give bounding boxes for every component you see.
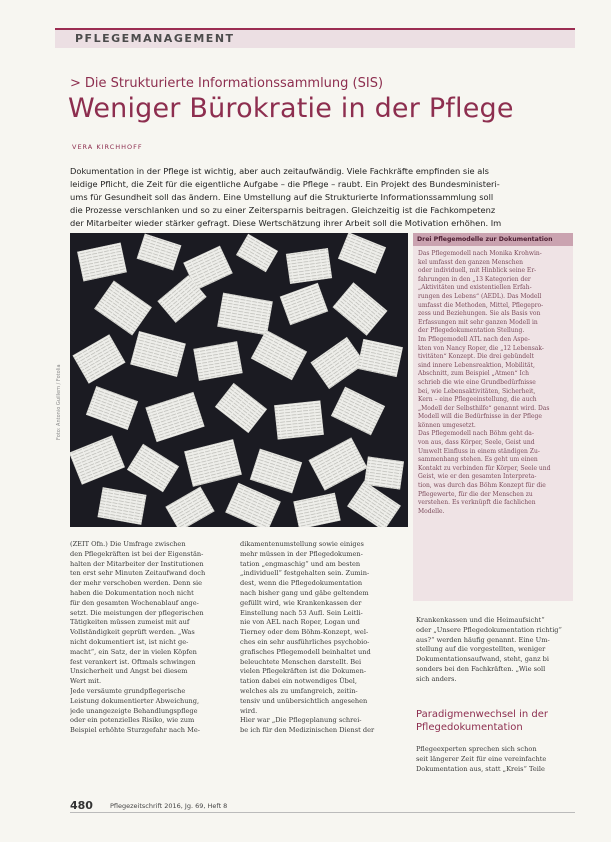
photo-illustration [70,233,408,527]
body-line: den Pflegekräften ist bei der Eigenstän- [70,549,204,558]
info-box-line: rungen des Lebens“ (AEDL). Das Modell [418,292,542,300]
info-box-line: „Modell der Selbsthilfe“ genannt wird. Das [418,404,550,412]
body-line: Einstellung nach 53 Aufl. Sein Leitli- [240,608,363,617]
body-line: be ich für den Medizinischen Dienst der [240,726,375,735]
info-box-line: Modell will die Bedürfnisse in der Pflege [418,413,542,421]
body-line: aus?“ werden häufig genannt. Eine Um- [416,635,550,644]
body-line: dikamentenumstellung sowie einiges [240,540,364,548]
body-line: nie von AEL nach Roper, Logan und [240,618,360,627]
photo-credit: Foto: Antonio Guillem / Fotolia [56,364,62,440]
info-box-line: fahrungen in den „13 Kategorien der [418,275,531,283]
lead-paragraph [70,165,570,243]
info-box-line: verstehen. Es verknüpft die fachlichen [418,499,536,507]
body-line: Dokumentation aus, statt „Kreis“ Teile [416,764,545,773]
body-line: „individuell“ festgehalten sein. Zumin- [240,569,370,578]
body-line: Krankenkassen und die Heimaufsicht“ [416,616,545,624]
section-label: PFLEGEMANAGEMENT [75,32,235,45]
body-line: setzt. Die meistungen der pflegerischen [70,608,204,617]
lead-line: leidige Pflicht, die Zeit für die eigentliche Aufgabe – die Pflege – raubt. Ein Projekt des Bundesministeri- [70,179,500,189]
body-line: sonders bei den Fachkräften. „Wie soll [416,664,546,673]
body-line: beleuchtete Menschen darstellt. Bei [240,657,362,666]
body-line: (ZEIT Ofn.) Die Umfrage zwischen [70,540,186,548]
body-line: vielen Pflegekräften ist die Dokumen- [240,667,367,676]
body-line: jede unangezeigte Behandlungspflege [70,706,198,715]
body-line: nach bisher gang und gäbe geltendem [240,588,369,597]
body-column-1 [70,540,230,736]
info-box [413,233,573,601]
body-line: ches ein sehr ausführliches psychobio- [240,637,370,646]
info-box-line: Umwelt Einfluss in einem ständigen Zu- [418,447,540,455]
body-line: oder ein potenzielles Risiko, wie zum [70,716,195,725]
body-line: sich anders. [416,674,457,683]
info-box-line: tivitäten“ Konzept. Die drei gebündelt [418,353,534,361]
info-box-line: Abschnitt, zum Beispiel „Atmen“ Ich [418,370,530,378]
body-line: tensiv und unübersichtlich angesehen [240,696,368,705]
body-line: stellung auf die vorgestellten, weniger [416,645,546,654]
body-line: dest, wenn die Pflegedokumentation [240,579,363,588]
info-box-line: Im Pflegemodell ATL nach den Aspe- [418,335,530,343]
body-line: Tätigkeiten müssen zumeist mit auf [70,618,190,627]
body-line: Beispiel erhöhte Sturzgefahr nach Me- [70,726,200,735]
info-box-line: kel umfasst den ganzen Menschen [418,258,524,266]
info-box-line: kten von Nancy Roper, die „12 Lebensak- [418,344,544,352]
info-box-line: oder individuell, mit Hinblick seine Er- [418,267,537,275]
body-column-4 [416,745,574,774]
info-box-line: tion, was durch das Böhm Konzept für die [418,482,546,490]
info-box-line: Kontakt zu verbinden für Körper, Seele und [418,464,551,472]
body-line: Pflegeexperten sprechen sich schon [416,745,537,753]
info-box-line: Kern – eine Pflegeeinstellung, die auch [418,396,537,404]
footer-rule [70,812,575,813]
body-column-2 [240,540,407,736]
article-kicker [70,76,383,91]
info-box-line: der Pflegedokumentation Stellung. [418,327,525,335]
body-line: Leistung dokumentierter Abweichung, [70,696,200,705]
article-title: Weniger Bürokratie in der Pflege [68,93,514,124]
info-box-line: Das Pflegemodell nach Monika Krohwin- [418,250,542,257]
author-name: VERA KIRCHHOFF [72,143,143,151]
body-line: wird. [240,706,258,715]
info-box-line: „Aktivitäten und existentiellen Erfah- [418,284,532,292]
body-line: Wert mit. [70,677,102,686]
info-box-line: sind innere Lebensreaktion, Mobilität, [418,361,535,369]
body-line: ten erst sehr Minuten Zeitaufwand doch [70,569,206,578]
info-box-line: sammenhang stehen. Es geht um einen [418,456,538,464]
info-box-line: umfasst die Methoden, Mittel, Pflegepro- [418,301,544,309]
body-line: tation „engmaschig“ und am besten [240,559,361,568]
chevron-right-icon: > [70,76,81,91]
info-box-line: schrieb die wie eine Grundbedürfnisse [418,378,536,386]
section-header-bar [55,28,575,48]
body-line: für den gesamten Wochenablauf ange- [70,598,199,607]
journal-citation: Pflegezeitschrift 2016, Jg. 69, Heft 8 [110,802,228,810]
body-line: Tierney oder dem Böhm-Konzept, wel- [240,628,369,637]
info-box-line: zess und Beziehungen. Sie als Basis von [418,310,541,318]
body-line: welches als zu umfangreich, zeitin- [240,686,358,695]
body-line: Hier war „Die Pflegeplanung schrei- [240,716,362,725]
info-box-line: Erfassungen mit sehr ganzen Modell in [418,318,538,326]
info-box-heading: Drei Pflegemodelle zur Dokumentation [413,233,573,246]
body-line: der mehr verschoben werden. Denn sie [70,579,202,588]
body-line: nicht dokumentiert ist, ist nicht ge- [70,637,189,646]
lead-line: die Prozesse verschlanken und so zu einer Zeitersparnis beitragen. Gleichzeitig ist die Fachkompetenz [70,205,496,215]
body-line: haben die Dokumentation noch nicht [70,588,194,597]
info-box-line: Pflegewerte, für die der Menschen zu [418,490,533,498]
body-line: tation dabei ein notwendiges Übel, [240,677,357,686]
body-line: macht“, ein Satz, der in vielen Köpfen [70,647,197,656]
section-subheading: Paradigmenwechsel in der Pflegedokumentation [416,709,549,733]
info-box-line: von aus, dass Körper, Seele, Geist und [418,439,535,447]
lead-line: Dokumentation in der Pflege ist wichtig, aber auch zeitaufwändig. Viele Fachkräfte empfinden sie als [70,166,489,176]
page-number: 480 [70,799,93,812]
info-box-line: bei, wie Lebensaktivitäten, Sicherheit, [418,387,536,395]
body-line: gefüllt wird, wie Krankenkassen der [240,598,362,607]
body-line: mehr müssen in der Pflegedokumen- [240,549,363,558]
body-line: oder „Unsere Pflegedokumentation richtig“ [416,625,562,634]
info-box-line: Das Pflegemodell nach Böhm geht da- [418,430,534,438]
lead-line: der Mitarbeiter wieder stärker gefragt. Diese Wertschätzung ihrer Arbeit soll die Motivation erhöhen. Im [70,218,502,228]
info-box-line: können umgesetzt. [418,421,476,429]
body-line: seit längerer Zeit für eine vereinfachte [416,754,547,763]
kicker-text: Die Strukturierte Informationssammlung (SIS) [84,76,384,91]
body-line: Unsicherheit und Angst bei diesem [70,667,188,676]
flying-papers-photo [70,233,408,527]
body-column-3 [416,616,574,685]
info-box-line: Geist, wie er den gesamten Interpreta- [418,473,537,481]
info-box-line: Modelle. [418,507,445,515]
body-line: grafisches Pflegemodell beinhaltet und [240,647,371,656]
body-line: Vollständigkeit geprüft werden. „Was [70,628,195,637]
body-line: Jede versäumte grundpflegerische [70,686,186,695]
body-line: halten der Mitarbeiter der Institutionen [70,559,204,568]
lead-line: ums für Gesundheit soll das ändern. Eine Umstellung auf die Strukturierte Informationssammlung soll [70,192,494,202]
body-line: fest verankert ist. Oftmals schwingen [70,657,196,666]
info-box-body [413,246,573,520]
body-line: Dokumentationsaufwand, steht, ganz bi [416,655,550,664]
